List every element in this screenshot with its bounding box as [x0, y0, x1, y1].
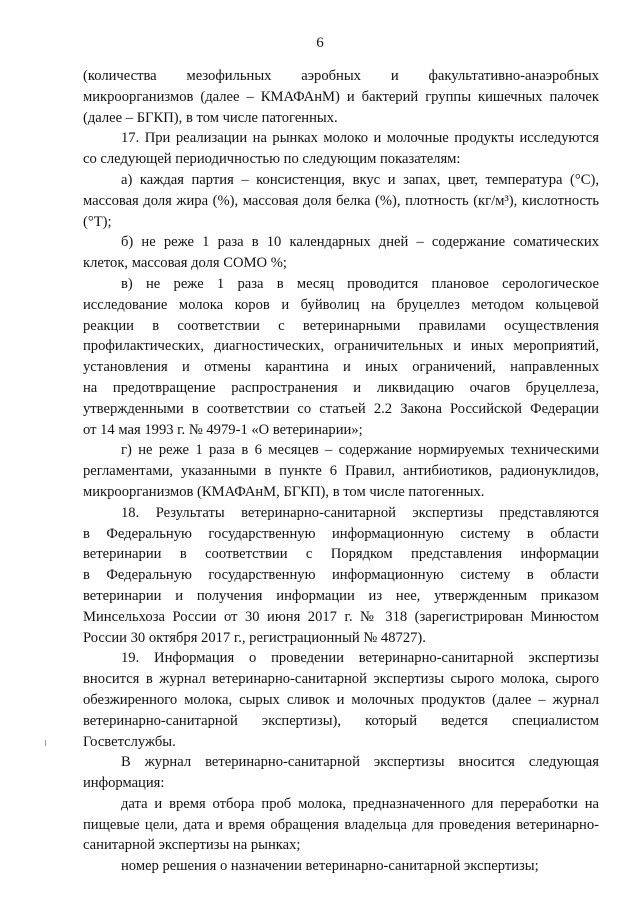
- text-line: массовая доля жира (%), массовая доля белка (%), плотность (кг/м³), кислотность: [83, 192, 599, 209]
- paragraph-18: [83, 503, 599, 649]
- text-line: установления и отмены карантина и иных ограничений, направленных: [83, 359, 599, 376]
- text-line: клеток, массовая доля СОМО %;: [83, 255, 287, 272]
- text-line: обезжиренного молока, сырых сливок и молочных продуктов (далее – журнал: [83, 691, 599, 708]
- text-line: России 30 октября 2017 г., регистрационный № 48727).: [83, 629, 426, 646]
- text-line: пищевые цели, дата и время обращения владельца для проведения ветеринарно-: [83, 816, 599, 833]
- text-line: утвержденными в соответствии со статьей 2.2 Закона Российской Федерации: [83, 400, 599, 417]
- paragraph-17-v: [83, 274, 599, 440]
- text-line: ветеринарии в соответствии с Порядком представления информации: [83, 546, 599, 563]
- text-line: в Федеральную государственную информационную систему в области: [83, 525, 599, 542]
- text-line: санитарной экспертизы на рынках;: [83, 837, 301, 854]
- text-line: г) не реже 1 раза в 6 месяцев – содержание нормируемых техническими: [121, 442, 599, 459]
- text-line: со следующей периодичностью по следующим показателям:: [83, 151, 461, 168]
- text-line: ветеринарно-санитарной экспертизы), который ведется специалистом: [83, 712, 599, 729]
- text-line: дата и время отбора проб молока, предназначенного для переработки на: [121, 795, 599, 812]
- paragraph-19: [83, 648, 599, 752]
- paragraph-17: [83, 128, 599, 170]
- text-line: В журнал ветеринарно-санитарной экспертизы вносится следующая: [121, 754, 599, 771]
- paragraph-17-b: [83, 232, 599, 274]
- text-line: в Федеральную государственную информационную систему в области: [83, 567, 599, 584]
- text-line: б) не реже 1 раза в 10 календарных дней – содержание соматических: [121, 234, 599, 251]
- paragraph-19-decision-number: [83, 856, 599, 877]
- scan-margin-mark: [45, 740, 46, 746]
- paragraph-17-a: [83, 170, 599, 232]
- text-line: профилактических, диагностических, ограничительных и иных мероприятий,: [83, 338, 599, 355]
- text-line: от 14 мая 1993 г. № 4979-1 «О ветеринарии»;: [83, 421, 363, 438]
- document-body: [83, 66, 599, 877]
- paragraph-19-journal-info: [83, 752, 599, 794]
- text-line: ветеринарии и получения информации из нее, утвержденным приказом: [83, 587, 599, 604]
- text-line: Минсельхоза России от 30 июня 2017 г. № 318 (зарегистрирован Минюстом: [83, 608, 599, 625]
- text-line: 17. При реализации на рынках молоко и молочные продукты исследуются: [121, 130, 599, 147]
- text-line: (количества мезофильных аэробных и факультативно-анаэробных: [83, 68, 599, 84]
- text-line: номер решения о назначении ветеринарно-санитарной экспертизы;: [121, 858, 539, 875]
- paragraph-17-g: [83, 440, 599, 502]
- text-line: в) не реже 1 раза в месяц проводится плановое серологическое: [121, 275, 599, 292]
- text-line: 19. Информация о проведении ветеринарно-санитарной экспертизы: [121, 650, 599, 667]
- text-line: реакции в соответствии с ветеринарными правилами осуществления: [83, 317, 599, 334]
- paragraph-continuation: [83, 66, 599, 128]
- text-line: Госветслужбы.: [83, 733, 176, 750]
- text-line: исследование молока коров и буйволиц на бруцеллез методом кольцевой: [83, 296, 599, 313]
- text-line: микроорганизмов (далее – КМАФАнМ) и бактерий группы кишечных палочек: [83, 88, 599, 105]
- text-line: микроорганизмов (КМАФАнМ, БГКП), в том числе патогенных.: [83, 483, 485, 500]
- text-line: 18. Результаты ветеринарно-санитарной экспертизы представляются: [121, 504, 599, 521]
- page-number: 6: [316, 35, 324, 51]
- text-line: (далее – БГКП), в том числе патогенных.: [83, 109, 338, 126]
- paragraph-19-sampling-date: [83, 794, 599, 856]
- text-line: вносится в журнал ветеринарно-санитарной экспертизы сырого молока, сырого: [83, 671, 599, 688]
- text-line: (°T);: [83, 213, 112, 230]
- text-line: регламентами, указанными в пункте 6 Правил, антибиотиков, радионуклидов,: [83, 463, 599, 480]
- text-line: а) каждая партия – консистенция, вкус и запах, цвет, температура (°C),: [121, 171, 599, 188]
- text-line: на предотвращение распространения и ликвидацию очагов бруцеллеза,: [83, 379, 599, 396]
- text-line: информация:: [83, 775, 165, 792]
